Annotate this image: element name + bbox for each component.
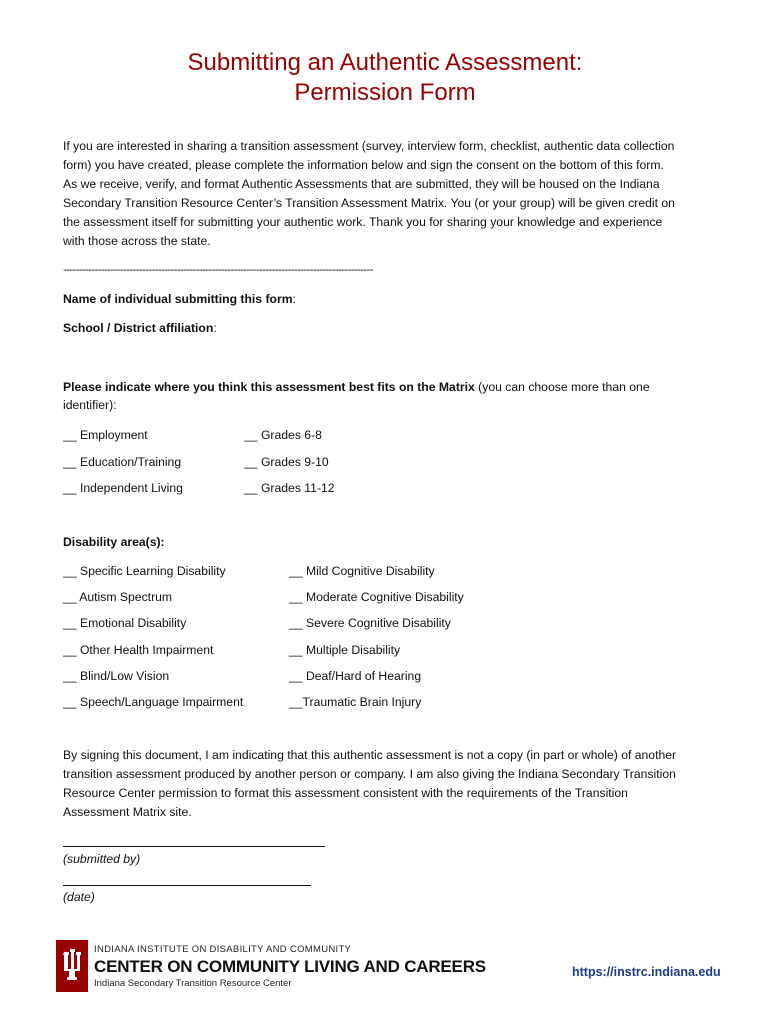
intro-line: As we receive, verify, and format Authentic Assessments that are submitted, they will be housed on the Indiana <box>63 177 660 191</box>
consent-line: By signing this document, I am indicating that this authentic assessment is not a copy (in part or whole) of another <box>63 748 677 762</box>
dashed-divider: -------------------------------------------------------------------------------------------------- <box>63 264 373 276</box>
date-line[interactable] <box>63 885 311 886</box>
center-logo <box>56 940 486 992</box>
matrix-question-line-2: identifier): <box>63 398 117 412</box>
title-line-2: Permission Form <box>294 79 476 106</box>
matrix-option-grades-11-12[interactable]: __ Grades 11-12 <box>244 481 335 495</box>
disability-option-sld[interactable]: __ Specific Learning Disability <box>63 564 226 578</box>
consent-line: transition assessment produced by another person or company. I am also giving the Indiana Secondary Transition <box>63 767 676 781</box>
school-field[interactable] <box>63 319 217 338</box>
name-field-label: Name of individual submitting this form <box>63 292 293 306</box>
disability-option-blind[interactable]: __ Blind/Low Vision <box>63 669 170 683</box>
disability-option-emotional[interactable]: __ Emotional Disability <box>63 616 187 630</box>
intro-line: Secondary Transition Resource Center’s Transition Assessment Matrix. You (or your group) will be given credit on <box>63 196 675 210</box>
matrix-question <box>63 378 650 397</box>
page-title <box>0 48 770 108</box>
disability-option-ohi[interactable]: __ Other Health Impairment <box>63 643 214 657</box>
disability-option-autism[interactable]: __ Autism Spectrum <box>63 590 173 604</box>
disability-option-multiple[interactable]: __ Multiple Disability <box>289 643 401 657</box>
disability-option-tbi[interactable]: __Traumatic Brain Injury <box>289 695 422 709</box>
intro-line: form) you have created, please complete the information below and sign the consent on the bottom of this form. <box>63 158 664 172</box>
matrix-option-grades-9-10[interactable]: __ Grades 9-10 <box>244 455 329 469</box>
signature-line[interactable] <box>63 846 325 847</box>
matrix-option-independent-living[interactable]: __ Independent Living <box>63 481 183 495</box>
disability-option-mild-cognitive[interactable]: __ Mild Cognitive Disability <box>289 564 435 578</box>
matrix-question-bold: Please indicate where you think this assessment best fits on the Matrix <box>63 380 475 394</box>
disability-option-severe-cognitive[interactable]: __ Severe Cognitive Disability <box>289 616 451 630</box>
matrix-option-employment[interactable]: __ Employment <box>63 428 148 442</box>
intro-line: If you are interested in sharing a transition assessment (survey, interview form, checklist, authentic data collection <box>63 139 675 153</box>
disability-heading: Disability area(s): <box>63 535 165 549</box>
matrix-question-rest: (you can choose more than one <box>474 380 650 394</box>
consent-line: Resource Center permission to format this assessment consistent with the requirements of the Transition <box>63 786 628 800</box>
disability-option-speech[interactable]: __ Speech/Language Impairment <box>63 695 244 709</box>
logo-institute-name: INDIANA INSTITUTE ON DISABILITY AND COMMUNITY <box>94 944 352 955</box>
intro-line: the assessment itself for submitting your authentic work. Thank you for sharing your knowledge and experience <box>63 215 663 229</box>
matrix-option-education[interactable]: __ Education/Training <box>63 455 182 469</box>
iu-trident-icon <box>56 940 88 992</box>
intro-paragraph <box>63 137 723 251</box>
website-link[interactable]: https://instrc.indiana.edu <box>572 965 721 979</box>
consent-line: Assessment Matrix site. <box>63 805 192 819</box>
matrix-option-grades-6-8[interactable]: __ Grades 6-8 <box>244 428 322 442</box>
school-field-label: School / District affiliation <box>63 321 214 335</box>
school-field-colon: : <box>213 321 217 335</box>
logo-subunit-name: Indiana Secondary Transition Resource Center <box>94 978 292 989</box>
name-field-colon: : <box>292 292 296 306</box>
date-label: (date) <box>63 890 95 904</box>
disability-option-moderate-cognitive[interactable]: __ Moderate Cognitive Disability <box>289 590 464 604</box>
intro-line: with those across the state. <box>63 234 211 248</box>
submitted-by-label: (submitted by) <box>63 852 141 866</box>
title-line-1: Submitting an Authentic Assessment: <box>187 49 583 76</box>
logo-center-name: CENTER ON COMMUNITY LIVING AND CAREERS <box>94 957 486 976</box>
name-field[interactable] <box>63 290 296 309</box>
disability-option-deaf[interactable]: __ Deaf/Hard of Hearing <box>289 669 422 683</box>
